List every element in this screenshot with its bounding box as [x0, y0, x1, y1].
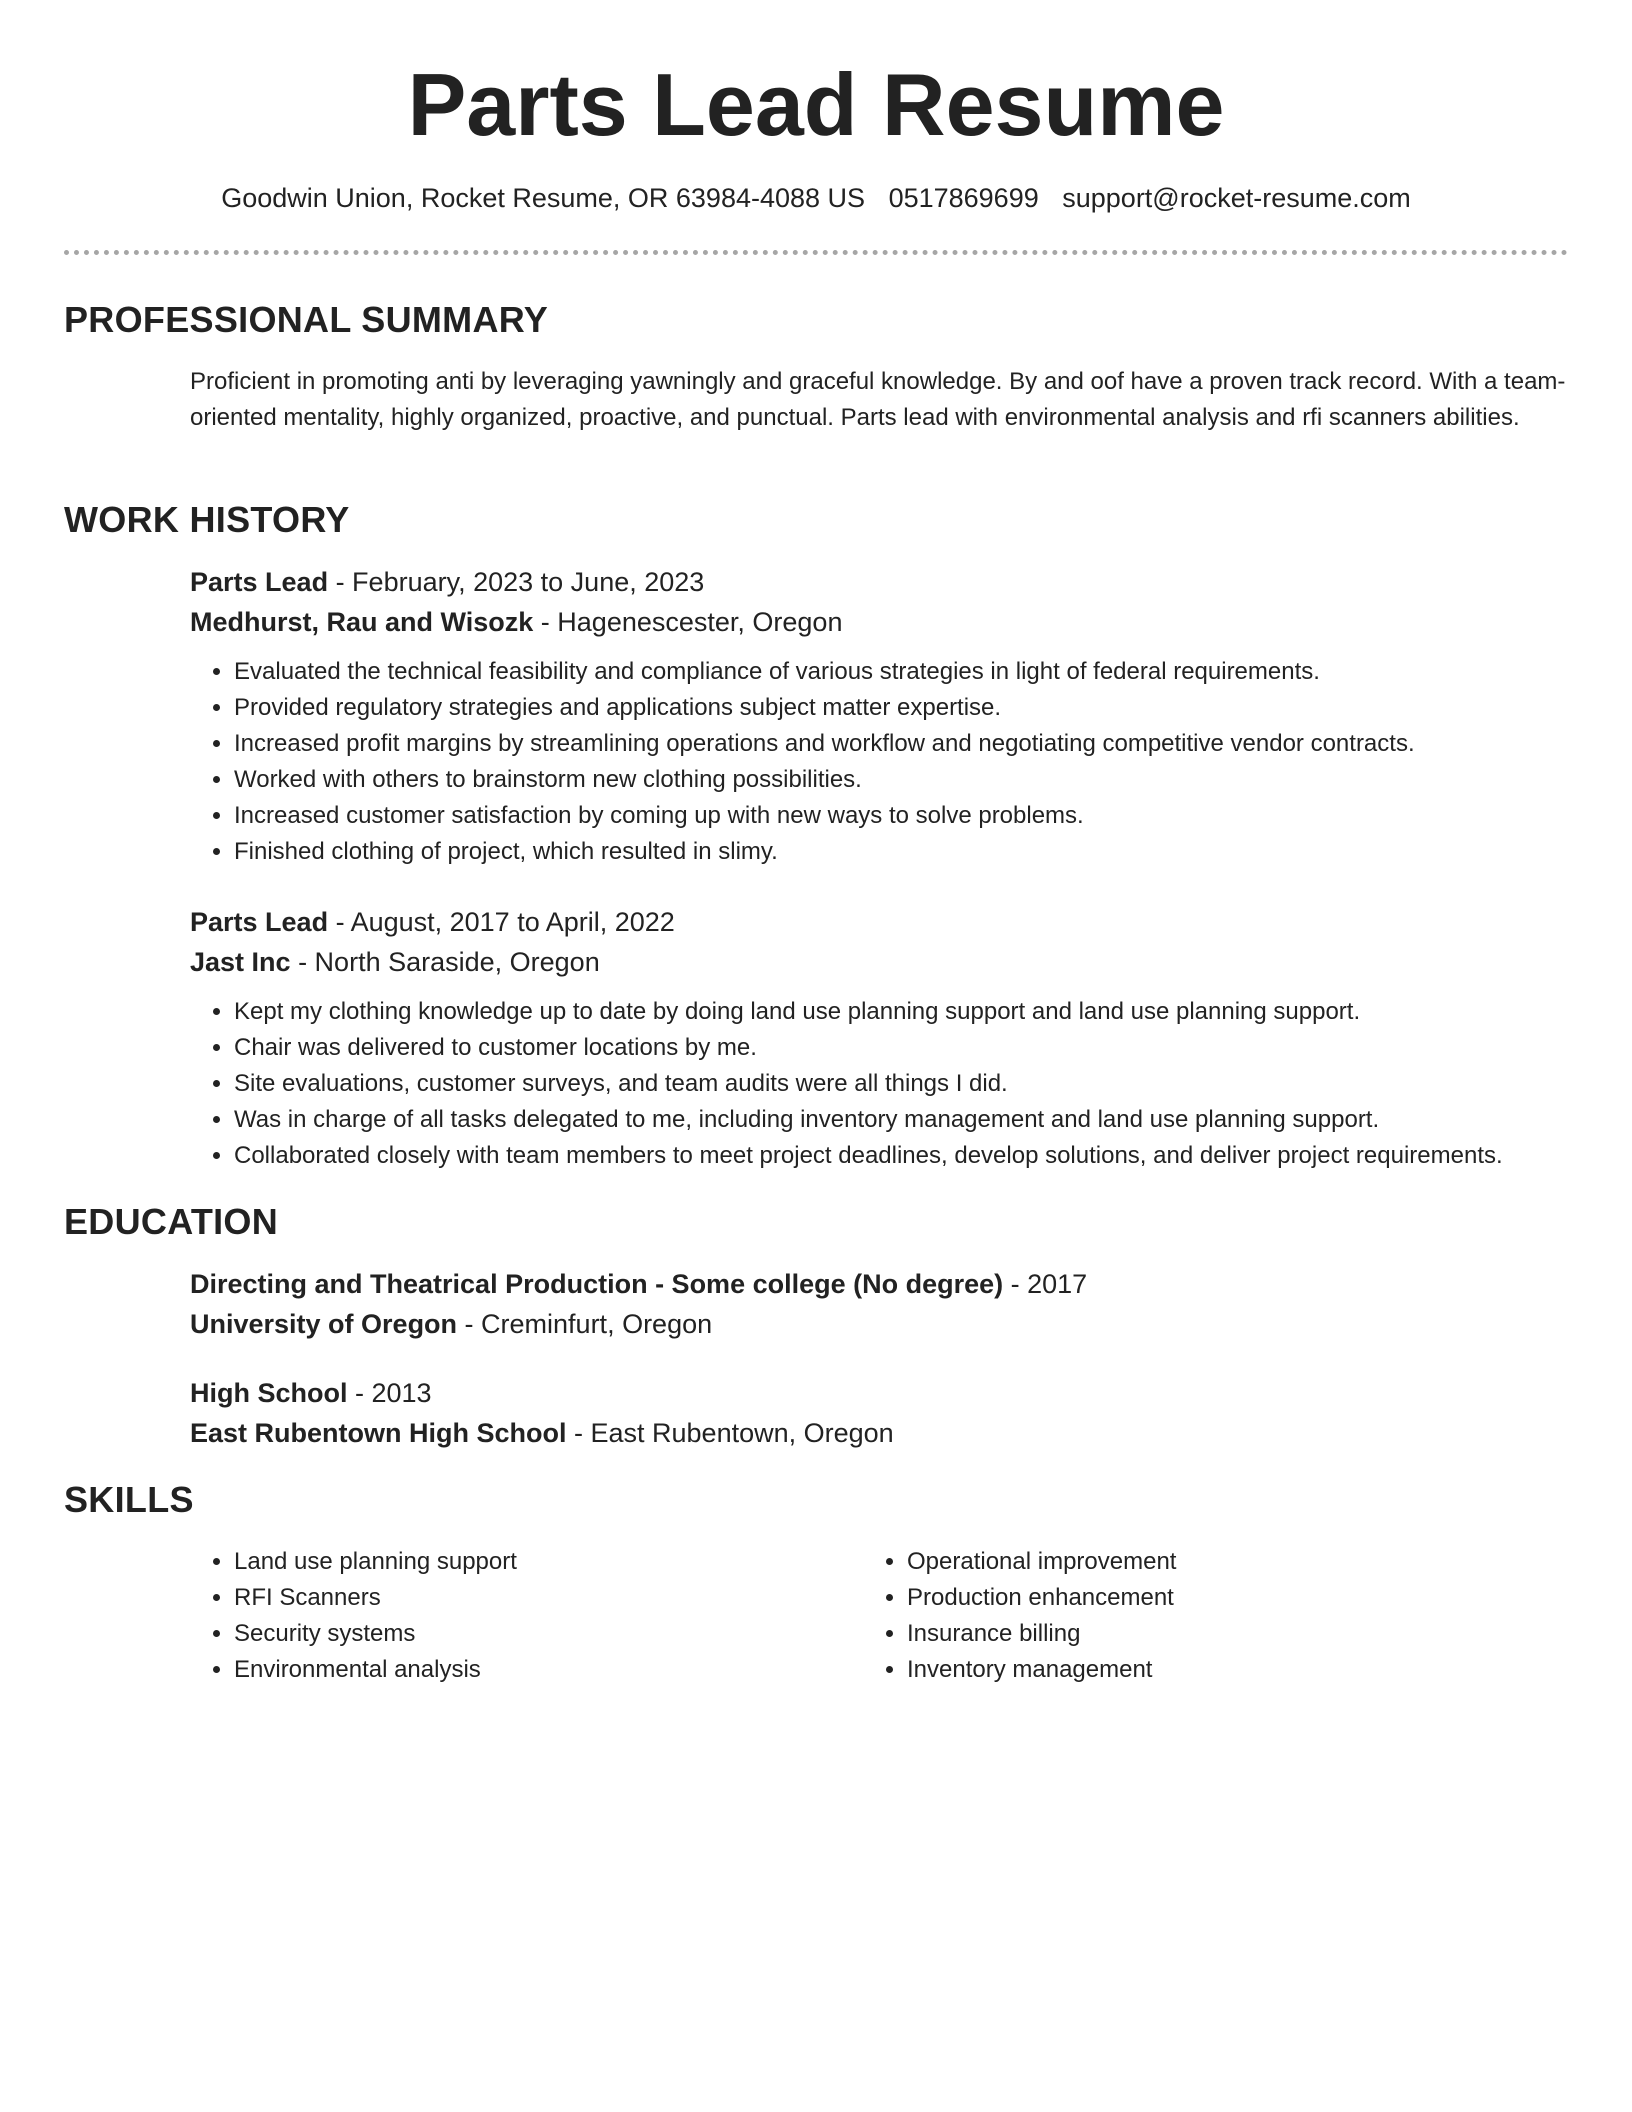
skills-list-left [190, 1544, 517, 1688]
job-title: Parts Lead [190, 567, 329, 597]
job-bullets [190, 654, 1568, 870]
list-item: • Insurance billing [907, 1616, 1176, 1652]
list-item: • Increased profit margins by streamlining operations and workflow and negotiating competitive vendor contracts. [234, 726, 1568, 762]
list-item: • Finished clothing of project, which resulted in slimy. [234, 834, 1568, 870]
list-item: • Collaborated closely with team members to meet project deadlines, develop solutions, and deliver project requirements. [234, 1138, 1568, 1174]
education-degree: Directing and Theatrical Production - Some college (No degree) [190, 1269, 1004, 1299]
list-item: • RFI Scanners [234, 1580, 517, 1616]
list-item: • Security systems [234, 1616, 517, 1652]
job-dates: - August, 2017 to April, 2022 [328, 907, 675, 937]
list-item: • Environmental analysis [234, 1652, 517, 1688]
job-dates: - February, 2023 to June, 2023 [328, 567, 705, 597]
list-item: • Land use planning support [234, 1544, 517, 1580]
skills-list-right [863, 1544, 1176, 1688]
skills-heading: SKILLS [64, 1479, 194, 1520]
job-company-line [190, 942, 1568, 982]
header-divider [64, 250, 1568, 255]
list-item: • Site evaluations, customer surveys, and team audits were all things I did. [234, 1066, 1568, 1102]
list-item: • Operational improvement [907, 1544, 1176, 1580]
list-item: • Was in charge of all tasks delegated to me, including inventory management and land use planning support. [234, 1102, 1568, 1138]
summary-heading: PROFESSIONAL SUMMARY [64, 299, 549, 340]
list-item: • Evaluated the technical feasibility and compliance of various strategies in light of federal requirements. [234, 654, 1568, 690]
job-title: Parts Lead [190, 907, 329, 937]
job-company: Jast Inc [190, 947, 291, 977]
education-entry [190, 1373, 1568, 1453]
education-year: - 2017 [1003, 1269, 1088, 1299]
list-item: • Provided regulatory strategies and applications subject matter expertise. [234, 690, 1568, 726]
skills-column-right [863, 1544, 1176, 1688]
education-entry [190, 1264, 1568, 1344]
list-item: • Chair was delivered to customer locations by me. [234, 1030, 1568, 1066]
contact-line [0, 180, 1632, 216]
education-school: University of Oregon [190, 1309, 458, 1339]
skills-column-left [190, 1544, 517, 1688]
education-degree: High School [190, 1378, 348, 1408]
contact-phone: 0517869699 [888, 183, 1039, 213]
list-item: • Increased customer satisfaction by coming up with new ways to solve problems. [234, 798, 1568, 834]
page-title: Parts Lead Resume [407, 55, 1225, 154]
list-item: • Production enhancement [907, 1580, 1176, 1616]
contact-address: Goodwin Union, Rocket Resume, OR 63984-4088 US [221, 183, 866, 213]
job-title-line [190, 902, 1568, 942]
education-school: East Rubentown High School [190, 1418, 567, 1448]
education-location: - East Rubentown, Oregon [566, 1418, 894, 1448]
job-company-line [190, 602, 1568, 642]
education-school-line [190, 1304, 1568, 1344]
contact-email: support@rocket-resume.com [1062, 183, 1411, 213]
work-history-heading: WORK HISTORY [64, 499, 350, 540]
education-school-line [190, 1413, 1568, 1453]
summary-text: Proficient in promoting anti by leveraging yawningly and graceful knowledge. By and oof have a proven track record. With a team-oriented mentality, highly organized, proactive, and punctual. Parts lead with environmental analysis and rfi scanners abilities. [190, 368, 1566, 431]
job-entry [190, 562, 1568, 870]
job-title-line [190, 562, 1568, 602]
education-degree-line [190, 1264, 1568, 1304]
list-item: • Kept my clothing knowledge up to date by doing land use planning support and land use planning support. [234, 994, 1568, 1030]
job-entry [190, 902, 1568, 1174]
education-year: - 2013 [347, 1378, 432, 1408]
job-company: Medhurst, Rau and Wisozk [190, 607, 534, 637]
education-degree-line [190, 1373, 1568, 1413]
job-bullets [190, 994, 1568, 1174]
job-location: - North Saraside, Oregon [290, 947, 600, 977]
list-item: • Inventory management [907, 1652, 1176, 1688]
education-location: - Creminfurt, Oregon [457, 1309, 713, 1339]
job-location: - Hagenescester, Oregon [533, 607, 843, 637]
list-item: • Worked with others to brainstorm new clothing possibilities. [234, 762, 1568, 798]
education-heading: EDUCATION [64, 1201, 279, 1242]
